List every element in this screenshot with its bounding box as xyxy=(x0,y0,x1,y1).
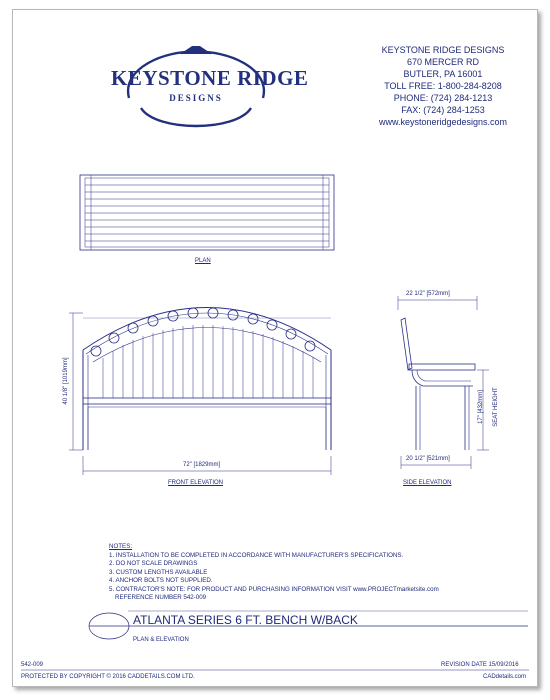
drawing-number: 542-009 xyxy=(21,662,44,668)
note-item: 3. CUSTOM LENGTHS AVAILABLE xyxy=(109,568,208,576)
note-item: 4. ANCHOR BOLTS NOT SUPPLIED. xyxy=(109,577,213,584)
company-phone: PHONE: (724) 284-1213 xyxy=(393,93,493,103)
side-elevation-label: SIDE ELEVATION xyxy=(403,480,452,486)
caddetails-link[interactable]: CADdetails.com xyxy=(483,674,527,680)
logo-tagline: DESIGNS xyxy=(169,93,223,103)
front-elevation-drawing xyxy=(69,308,331,476)
note-item: 2. DO NOT SCALE DRAWINGS xyxy=(109,560,198,567)
drawing-sheet xyxy=(12,9,538,687)
side-bottom-dimension: 20 1/2" [521mm] xyxy=(406,456,450,462)
company-address: 670 MERCER RD xyxy=(406,57,480,67)
company-name: KEYSTONE RIDGE DESIGNS xyxy=(381,45,505,55)
notes-section xyxy=(109,543,439,603)
front-elevation-label: FRONT ELEVATION xyxy=(168,480,224,486)
drawing-title: ATLANTA SERIES 6 FT. BENCH W/BACK xyxy=(133,613,358,627)
logo-wordmark: KEYSTONE RIDGE xyxy=(111,66,309,90)
plan-label: PLAN xyxy=(195,258,211,264)
front-height-dimension: 40 1/8" [1019mm] xyxy=(63,357,69,405)
note-item: 1. INSTALLATION TO BE COMPLETED IN ACCORDANCE WITH MANUFACTURER'S SPECIFICATIONS. xyxy=(109,551,404,559)
revision-date: REVISION DATE 15/09/2016 xyxy=(441,662,519,668)
company-fax: FAX: (724) 284-1253 xyxy=(401,105,485,115)
drawing-subtitle: PLAN & ELEVATION xyxy=(133,637,189,643)
company-city: BUTLER, PA 16001 xyxy=(403,69,483,79)
seat-height-label: SEAT HEIGHT xyxy=(493,387,499,427)
seat-height-value: 17" [432mm] xyxy=(478,390,484,424)
side-top-dimension: 22 1/2" [572mm] xyxy=(406,291,450,297)
notes-heading: NOTES: xyxy=(109,543,133,550)
copyright-notice: PROTECTED BY COPYRIGHT © 2016 CADDETAILS.COM LTD. xyxy=(21,674,195,680)
front-width-dimension: 72" [1829mm] xyxy=(183,462,221,468)
plan-view-drawing xyxy=(80,175,334,250)
note-item: 5. CONTRACTOR'S NOTE: FOR PRODUCT AND PURCHASING INFORMATION VISIT www.PROJECTmarketsite.com xyxy=(109,585,439,593)
side-elevation-drawing xyxy=(398,296,489,469)
company-toll-free: TOLL FREE: 1-800-284-8208 xyxy=(384,81,502,91)
note-item: REFERENCE NUMBER 542-009 xyxy=(115,594,207,601)
company-website[interactable]: www.keystoneridgedesigns.com xyxy=(378,117,508,127)
